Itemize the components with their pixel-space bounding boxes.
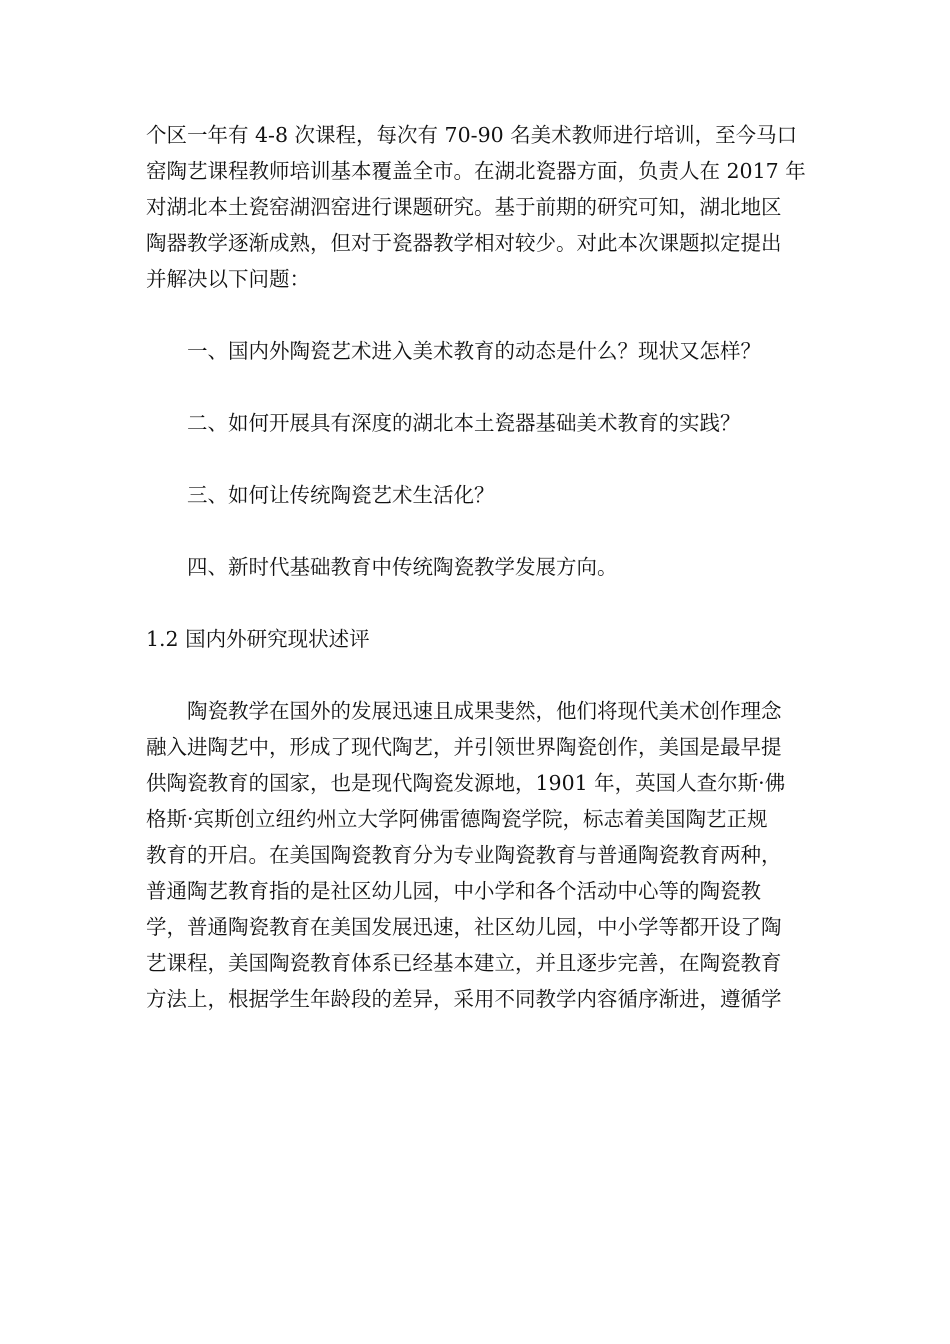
question-item: 二、如何开展具有深度的湖北本土瓷器基础美术教育的实践？ — [187, 411, 741, 435]
paragraph-line: 供陶瓷教育的国家，也是现代陶瓷发源地，1901 年，英国人查尔斯·佛 — [146, 771, 786, 795]
paragraph-intro — [146, 117, 806, 297]
paragraph-line: 窑陶艺课程教师培训基本覆盖全市。在湖北瓷器方面，负责人在 2017 年 — [146, 159, 806, 183]
paragraph-line: 教育的开启。在美国陶瓷教育分为专业陶瓷教育与普通陶瓷教育两种， — [146, 843, 782, 867]
section-heading: 1.2 国内外研究现状述评 — [146, 627, 370, 651]
paragraph-line: 个区一年有 4-8 次课程，每次有 70-90 名美术教师进行培训，至今马口 — [146, 123, 798, 147]
paragraph-line: 格斯·宾斯创立纽约州立大学阿佛雷德陶瓷学院，标志着美国陶艺正规 — [146, 807, 768, 831]
paragraph-line: 学，普通陶瓷教育在美国发展迅速，社区幼儿园，中小学等都开设了陶 — [146, 915, 782, 939]
question-item: 一、国内外陶瓷艺术进入美术教育的动态是什么？现状又怎样？ — [187, 339, 761, 363]
document-page — [146, 117, 806, 1017]
paragraph-line: 并解决以下问题： — [146, 267, 310, 291]
paragraph-line: 对湖北本土瓷窑湖泗窑进行课题研究。基于前期的研究可知，湖北地区 — [146, 195, 782, 219]
question-item: 三、如何让传统陶瓷艺术生活化？ — [187, 483, 495, 507]
paragraph-line: 方法上，根据学生年龄段的差异，采用不同教学内容循序渐进，遵循学 — [146, 987, 782, 1011]
paragraph-line: 普通陶艺教育指的是社区幼儿园，中小学和各个活动中心等的陶瓷教 — [146, 879, 761, 903]
question-list — [146, 333, 806, 585]
paragraph-line: 陶器教学逐渐成熟，但对于瓷器教学相对较少。对此本次课题拟定提出 — [146, 231, 782, 255]
paragraph-line: 艺课程，美国陶瓷教育体系已经基本建立，并且逐步完善，在陶瓷教育 — [146, 951, 782, 975]
question-item: 四、新时代基础教育中传统陶瓷教学发展方向。 — [187, 555, 618, 579]
paragraph-line: 陶瓷教学在国外的发展迅速且成果斐然，他们将现代美术创作理念 — [187, 699, 782, 723]
paragraph-research-review — [146, 693, 806, 1017]
paragraph-line: 融入进陶艺中，形成了现代陶艺，并引领世界陶瓷创作，美国是最早提 — [146, 735, 782, 759]
